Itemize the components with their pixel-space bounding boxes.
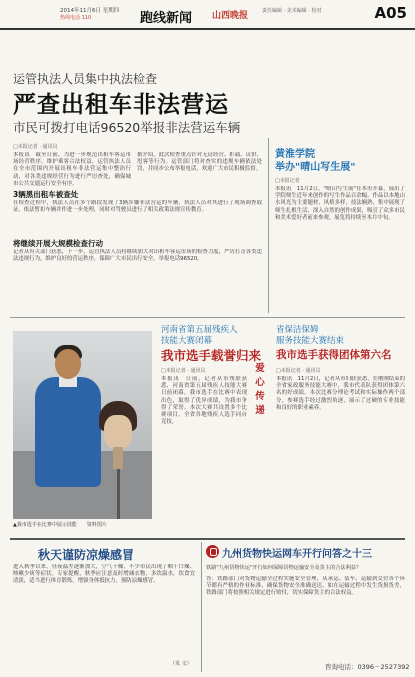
side-byline: □本报记者 — [275, 178, 300, 184]
lead-body-col2: 据介绍，此次检查重点针对无证经营、拒载、议价、甩客等行为。运管部门将对查实的违规车辆依法处罚，并同步公布举报电话，欢迎广大市民积极监督。 — [137, 152, 262, 173]
railway-logo-icon — [206, 545, 219, 558]
vertical-banner: 爱心传递 — [255, 363, 265, 416]
page-header — [0, 0, 415, 30]
side-headline-line2: 举办"晴山写生展" — [275, 162, 356, 173]
section-rule — [10, 317, 405, 318]
mid-right-title: 我市选手获得团体第六名 — [276, 349, 392, 361]
bottom-section-rule — [10, 538, 405, 540]
mid-right-body: 本报讯 11月2日，记者从市妇联获悉，在刚刚结束的全省家政服务技能大赛中，我市代表队获得团体第六名的好成绩。本次比赛分理论考试和实际操作两个部分，参赛选手经过激烈角逐，展示了过硬的专业技能和良好的职业素养。 — [276, 376, 405, 411]
railway-headline: 九州货物快运网车开行问答之十三 — [222, 549, 372, 560]
mid-left-body: 本报讯 日前，记者从市残联获悉，河南省第五届残疾人技能大赛日前闭幕，我市选手在比赛中表现出色，取得了优异成绩，为我市争得了荣誉。本次大赛共设置多个比赛项目，全省各地残疾人选手同台竞技。 — [161, 376, 247, 426]
consult-phone: 咨询电话：0396－2527392 — [325, 663, 410, 671]
mid-right-heading: 省保洁保姆 服务技能大赛结束 — [276, 325, 345, 346]
mid-left-title: 我市选手载誉归来 — [161, 348, 262, 363]
lead-body-col1: 本报讯 截至日前，为进一步规范出租车客运市场经营秩序，维护乘客合法权益，运管执法人员在全市范围内开展出租车非法营运集中整治行动，对各类违规经营行为进行严厉查处，确保城市公共交通运行安全有序。 — [13, 152, 131, 186]
health-headline: 秋天谨防凉燥感冒 — [38, 548, 135, 562]
issue-date: 2014年11月6日 星期四 — [60, 8, 120, 14]
lead-subtitle-1-body: 在检查过程中，执法人员在多个路段发现了3辆涉嫌非法营运的车辆，执法人员对其进行了现场调查取证，依法暂扣车辆并作进一步处理，同时对驾驶员进行了相关政策法规宣传教育。 — [13, 200, 262, 214]
side-headline-line1: 黄淮学院 — [275, 149, 315, 160]
lead-subtitle-1: 3辆黑出租车被查处 — [13, 190, 79, 199]
section-title: 跑线新闻 — [140, 11, 193, 26]
railway-question: 铁路"九州货物快运"开行如何保障货物运输安全及货主的合法利益？ — [206, 565, 362, 571]
hotline: 热线电话 110 — [60, 15, 92, 21]
page-number: A05 — [374, 4, 407, 22]
header-rule — [0, 28, 415, 30]
mid-left-byline: □本报记者 · 通讯员 — [161, 368, 206, 374]
lead-subtitle-2-body: 记者从有关部门获悉，下一步，运管执法人员将继续加大对出租车客运市场的检查力度，严厉打击各类违法违规行为，维护良好的营运秩序，保障广大市民出行安全，举报电话96520。 — [13, 249, 262, 263]
lead-kicker: 运管执法人员集中执法检查 — [13, 72, 158, 86]
lead-byline: □本报记者 · 通讯员 — [13, 144, 58, 150]
lead-subhead: 市民可拨打电话96520举报非法营运车辆 — [13, 120, 241, 135]
health-author: （贝 文） — [170, 661, 192, 667]
lead-headline: 严查出租车非法营运 — [13, 91, 229, 118]
mid-left-heading: 河南省第五届残疾人 技能大赛闭幕 — [161, 325, 238, 346]
health-body: 进入秋季以来，昼夜温差逐渐加大，空气干燥，不少市民出现了咽干口燥、咳嗽少痰等症状。专家提醒，秋季应注意及时增减衣物，多饮温水，饮食宜清淡，适当进行体育锻炼，增强身体抵抗力，预防凉燥感冒。 — [13, 564, 195, 585]
railway-body: 答：铁路部门对货物运输全过程实施安全管理，从承运、装车、运输到交付各个环节都有严格的作业标准，确保货物安全准确送达。如在运输过程中发生货损货差，铁路部门将按照相关规定进行赔付，切实保障货主的合法权益。 — [206, 576, 405, 597]
brand-logo: 山西晚报 — [212, 11, 249, 21]
editor-credits: 责任编辑 · 美术编辑 · 校对 — [262, 8, 322, 14]
side-headline — [275, 148, 355, 174]
mid-right-byline: □本报记者 · 通讯员 — [276, 368, 321, 374]
column-divider — [268, 138, 269, 313]
photo-person — [35, 377, 101, 487]
bottom-divider — [201, 542, 202, 672]
lead-subtitle-2: 将继续开展大规模检查行动 — [13, 239, 103, 248]
news-photo — [13, 331, 152, 519]
photo-caption: ▲我市选手在比赛中展示技能 资料图片 — [13, 522, 107, 528]
side-body: 本报讯 11月2日，"晴山写生展"在本市开幕，展出了学院师生近年来创作的写生作品百余幅。作品以本地山水风光为主要题材，风格多样，技法娴熟，集中展现了师生扎根生活、深入自然的创作成果，吸引了众多市民和美术爱好者前来参观。展览将持续至本月中旬。 — [275, 186, 405, 221]
